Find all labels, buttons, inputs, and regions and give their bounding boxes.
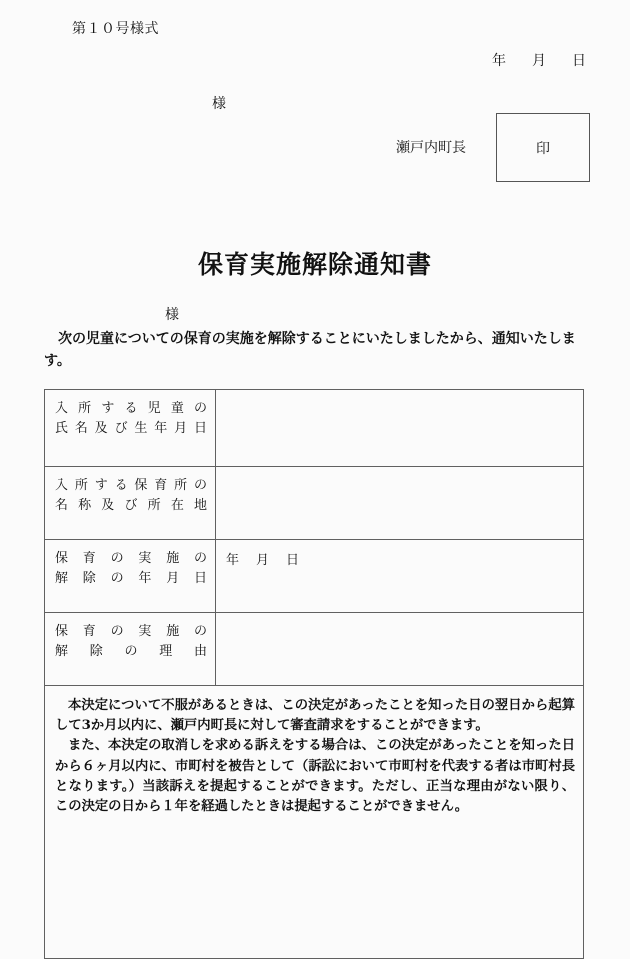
seal-mark-icon: 印: [536, 140, 550, 157]
label-line: 保育の実施の: [55, 551, 207, 566]
value-day-label: 日: [286, 553, 300, 568]
date-year-label: 年: [492, 53, 506, 69]
table-row: [45, 613, 584, 686]
date-day-label: 日: [572, 53, 586, 69]
intro-text: 次の児童についての保育の実施を解除することにいたしましたから、通知いたします。: [44, 331, 576, 370]
date-line: [0, 50, 586, 70]
label-line: 名称及び所在地: [55, 498, 207, 514]
table-row: [45, 390, 584, 467]
value-year-label: 年: [226, 553, 240, 568]
label-line: 解除の年月日: [55, 571, 207, 587]
label-line: 保育の実施の: [55, 624, 207, 639]
appeal-notice-paragraph-2: また、本決定の取消しを求める訴えをする場合は、この決定があったことを知った日から６ヶ月以内に、市町村を被告として（訴訟において市町村を代表する者は市町村長となります。）当該訴えを提起することができます。ただし、正当な理由がない限り、この決定の日から１年を経過したときは提起することができません。: [55, 738, 575, 815]
addressee-honorific-top: 様: [212, 96, 226, 112]
row-label-cancellation-date: [45, 540, 216, 613]
row-value-nursery-name-address[interactable]: [216, 467, 584, 540]
page-title: 保育実施解除通知書: [197, 250, 432, 279]
label-line: 入所する保育所の: [55, 478, 207, 493]
form-number: 第１０号様式: [72, 21, 159, 37]
row-value-cancellation-date[interactable]: [216, 540, 584, 613]
table-row: [45, 467, 584, 540]
issuer-block: [396, 113, 590, 183]
label-line: 入所する児童の: [55, 401, 207, 416]
appeal-notice-paragraph-1: 本決定について不服があるときは、この決定があったことを知った日の翌日から起算して3か月以内に、瀬戸内町長に対して審査請求をすることができます。: [55, 698, 575, 734]
label-line: 氏名及び生年月日: [55, 421, 207, 437]
value-month-label: 月: [256, 553, 270, 568]
label-line: 解除の理由: [55, 644, 207, 660]
issuer-name: 瀬戸内町長: [396, 140, 466, 156]
table-row: [45, 540, 584, 613]
appeal-notice-cell: [45, 686, 584, 959]
row-label-cancellation-reason: [45, 613, 216, 686]
seal-box: [496, 113, 590, 182]
row-value-cancellation-reason[interactable]: [216, 613, 584, 686]
table-row: [45, 686, 584, 959]
row-label-child-name-birthdate: [45, 390, 216, 467]
row-label-nursery-name-address: [45, 467, 216, 540]
information-table: [44, 389, 584, 959]
addressee-honorific-middle: 様: [165, 307, 179, 323]
row-value-child-name-birthdate[interactable]: [216, 390, 584, 467]
date-month-label: 月: [532, 53, 546, 69]
